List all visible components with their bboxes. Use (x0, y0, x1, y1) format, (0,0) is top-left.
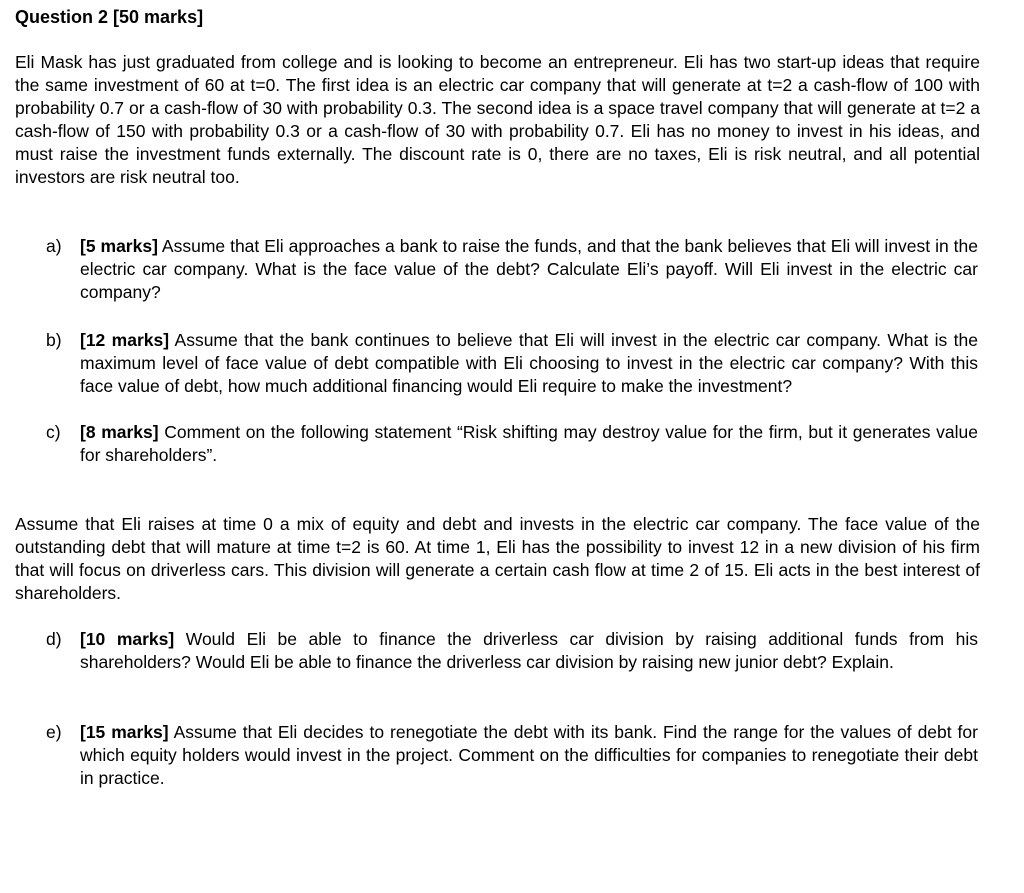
question-a-body (80, 235, 978, 304)
question-c-text: Comment on the following statement “Risk shifting may destroy value for the firm, but it generates value for shareholders”. (80, 422, 978, 465)
question-e-marks: [15 marks] (80, 722, 169, 742)
question-c-letter: c) (46, 422, 61, 442)
question-d-marks: [10 marks] (80, 629, 175, 649)
question-c-body (80, 421, 978, 467)
question-a-text: Assume that Eli approaches a bank to raise the funds, and that the bank believes that Eli will invest in the electric car company. What is the face value of the debt? Calculate Eli’s payoff. Will Eli invest in the electric car company? (80, 236, 978, 302)
question-e-letter: e) (46, 722, 62, 742)
question-a-letter: a) (46, 236, 62, 256)
question-c-marks: [8 marks] (80, 422, 159, 442)
question-d-text: Would Eli be able to finance the driverless car division by raising additional funds from his shareholders? Would Eli be able to finance the driverless car division by raising new junior debt? Explain. (80, 629, 978, 672)
scenario-paragraph: Assume that Eli raises at time 0 a mix of equity and debt and invests in the electric car company. The face value of the outstanding debt that will mature at time t=2 is 60. At time 1, Eli has the possibility to invest 12 in a new division of his firm that will focus on driverless cars. This division will generate a certain cash flow at time 2 of 15. Eli acts in the best interest of shareholders. (15, 514, 980, 603)
question-a-marks: [5 marks] (80, 236, 158, 256)
question-d-body (80, 628, 978, 674)
question-e-text: Assume that Eli decides to renegotiate the debt with its bank. Find the range for the values of debt for which equity holders would invest in the project. Comment on the difficulties for companies to renegotiate their debt in practice. (80, 722, 978, 788)
question-b-marks: [12 marks] (80, 330, 170, 350)
question-title: Question 2 [50 marks] (15, 7, 204, 27)
question-d-letter: d) (46, 629, 62, 649)
question-b-letter: b) (46, 330, 62, 350)
question-b-text: Assume that the bank continues to believe that Eli will invest in the electric car company. What is the maximum level of face value of debt compatible with Eli choosing to invest in the electric car company? With this face value of debt, how much additional financing would Eli require to make the investment? (80, 330, 978, 396)
intro-paragraph: Eli Mask has just graduated from college and is looking to become an entrepreneur. Eli has two start-up ideas that require the same investment of 60 at t=0. The first idea is an electric car company that will generate at t=2 a cash-flow of 100 with probability 0.7 or a cash-flow of 30 with probability 0.3. The second idea is a space travel company that will generate at t=2 a cash-flow of 150 with probability 0.3 or a cash-flow of 30 with probability 0.7. Eli has no money to invest in his ideas, and must raise the investment funds externally. The discount rate is 0, there are no taxes, Eli is risk neutral, and all potential investors are risk neutral too. (15, 52, 980, 187)
question-b-body (80, 329, 978, 398)
question-e-body (80, 721, 978, 790)
